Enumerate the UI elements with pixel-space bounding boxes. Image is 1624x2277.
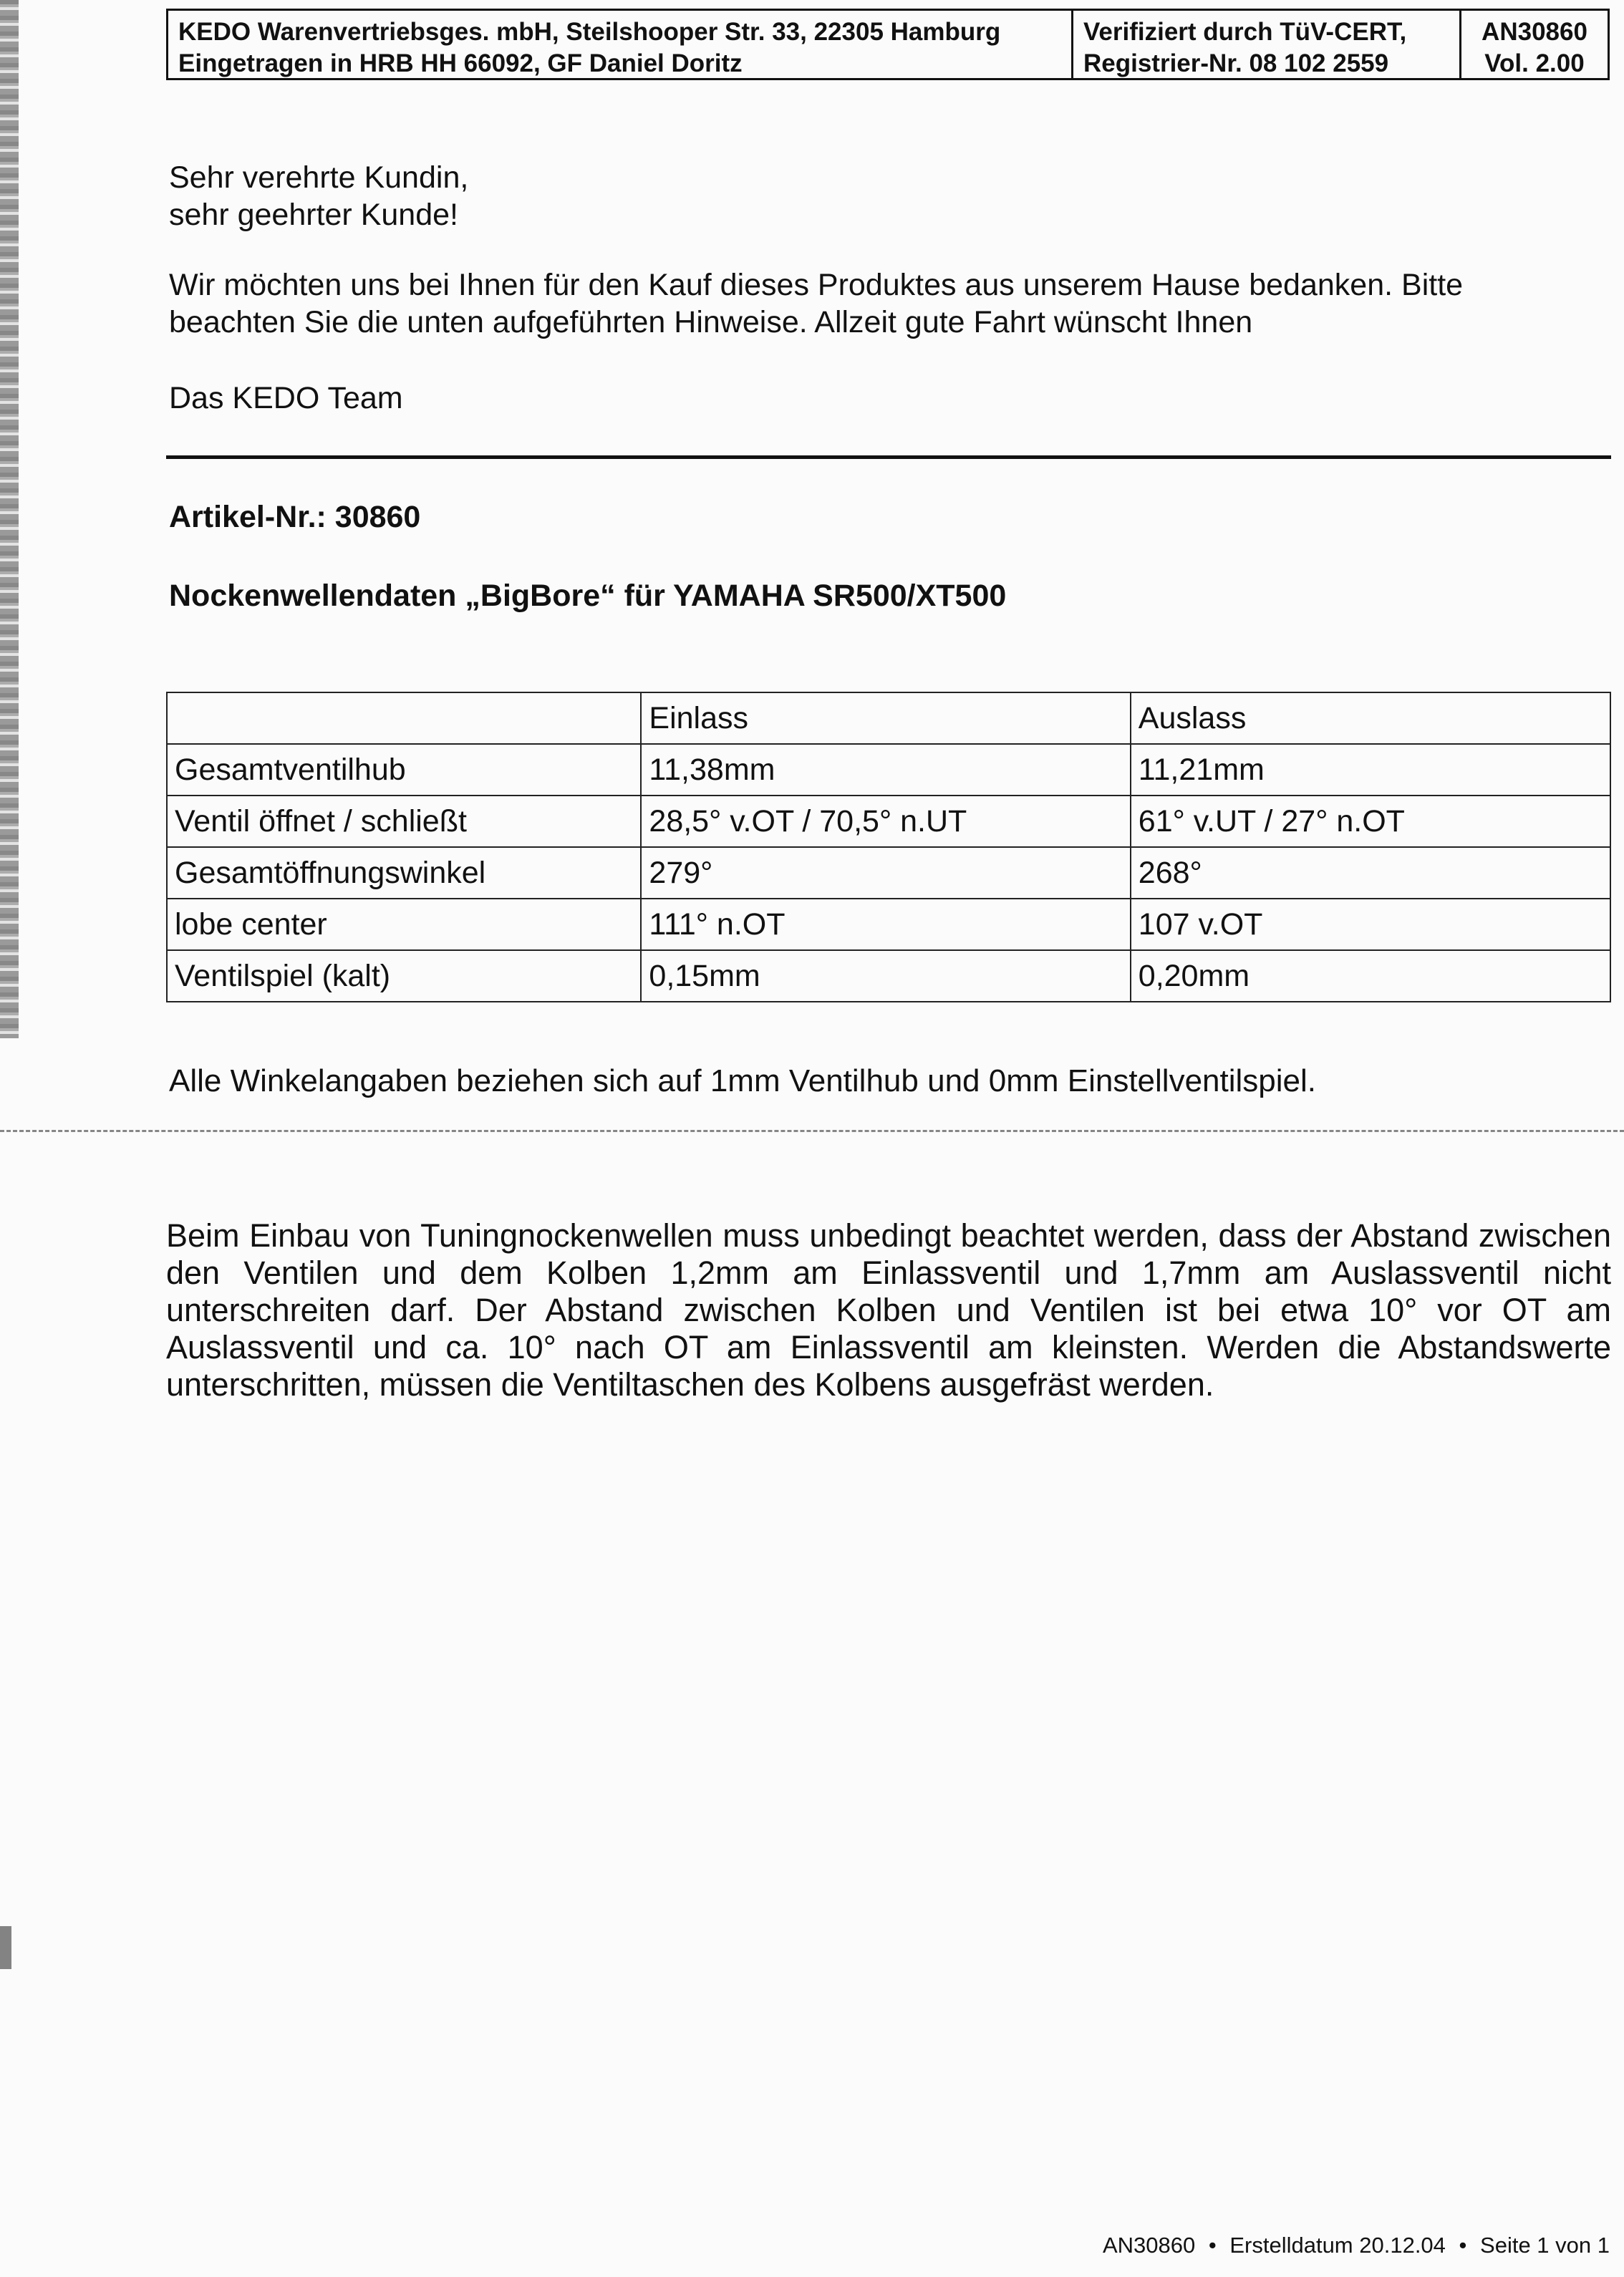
letterhead-company [168,11,1073,78]
table-cell-einlass: 279° [641,847,1130,899]
salutation-line-1: Sehr verehrte Kundin, [169,160,469,195]
table-cell-auslass: 11,21mm [1131,744,1610,796]
table-row [167,744,1610,796]
table-cell-auslass: 268° [1131,847,1610,899]
table-cell-einlass: 111° n.OT [641,899,1130,950]
table-row [167,950,1610,1002]
table-row-label: Gesamtöffnungswinkel [167,847,641,899]
scan-edge-artifact [0,0,19,1038]
camshaft-data-table [166,692,1611,1002]
table-cell-auslass: 61° v.UT / 27° n.OT [1131,796,1610,847]
footer-separator: • [1208,2233,1217,2258]
article-number: Artikel-Nr.: 30860 [169,500,421,534]
table-header-cell: Einlass [641,692,1130,744]
letterhead-box [166,9,1610,80]
footer-document-id: AN30860 [1102,2233,1196,2258]
table-row-label: Ventilspiel (kalt) [167,950,641,1002]
letter-body-line-1: Wir möchten uns bei Ihnen für den Kauf dieses Produktes aus unserem Hause bedanken. Bitte [169,268,1464,302]
table-header-cell: Auslass [1131,692,1610,744]
article-title: Nockenwellendaten „BigBore“ für YAMAHA SR500/XT500 [169,579,1007,613]
letter-body-line-2: beachten Sie die unten aufgeführten Hinweise. Allzeit gute Fahrt wünscht Ihnen [169,305,1253,339]
table-row-label: Gesamtventilhub [167,744,641,796]
registration-number: Registrier-Nr. 08 102 2559 [1083,49,1389,77]
salutation-line-2: sehr geehrter Kunde! [169,198,458,232]
angle-note: Alle Winkelangaben beziehen sich auf 1mm Ventilhub und 0mm Einstellventilspiel. [169,1063,1317,1098]
footer-separator: • [1459,2233,1467,2258]
company-address: KEDO Warenvertriebsges. mbH, Steilshooper Str. 33, 22305 Hamburg [178,18,1001,46]
camshaft-table-body [167,692,1610,1002]
table-cell-einlass: 11,38mm [641,744,1130,796]
page-footer [1103,2233,1610,2258]
table-row-label: Ventil öffnet / schließt [167,796,641,847]
table-row [167,796,1610,847]
table-row [167,847,1610,899]
footer-page-number: Seite 1 von 1 [1480,2233,1610,2258]
letterhead-certification [1073,11,1461,78]
section-divider [166,455,1611,459]
document-id: AN30860 [1482,18,1587,46]
letterhead-document-id [1461,11,1608,78]
footer-created-date: Erstelldatum 20.12.04 [1229,2233,1446,2258]
table-cell-einlass: 0,15mm [641,950,1130,1002]
installation-warning: Beim Einbau von Tuningnockenwellen muss unbedingt beachtet werden, dass der Abstand zwischen den Ventilen und dem Kolben 1,2mm am Einlassventil und 1,7mm am Auslassventil nicht unterschreiten darf. Der Abstand zwischen Kolben und Ventilen ist bei etwa 10° vor OT am Auslassventil und ca. 10° nach OT am Einlassventil am kleinsten. Werden die Abstandswerte unterschritten, müssen die Ventiltaschen des Kolbens ausgefräst werden. [166,1217,1611,1403]
scan-edge-artifact [0,1926,11,1969]
table-header-row [167,692,1610,744]
company-registration: Eingetragen in HRB HH 66092, GF Daniel Doritz [178,49,743,77]
table-header-cell [167,692,641,744]
table-row [167,899,1610,950]
certification-line: Verifiziert durch TüV-CERT, [1083,18,1407,46]
table-row-label: lobe center [167,899,641,950]
letter-signoff: Das KEDO Team [169,381,403,415]
document-version: Vol. 2.00 [1484,49,1585,77]
table-cell-einlass: 28,5° v.OT / 70,5° n.UT [641,796,1130,847]
table-cell-auslass: 107 v.OT [1131,899,1610,950]
table-cell-auslass: 0,20mm [1131,950,1610,1002]
scan-dashed-line [0,1130,1624,1132]
